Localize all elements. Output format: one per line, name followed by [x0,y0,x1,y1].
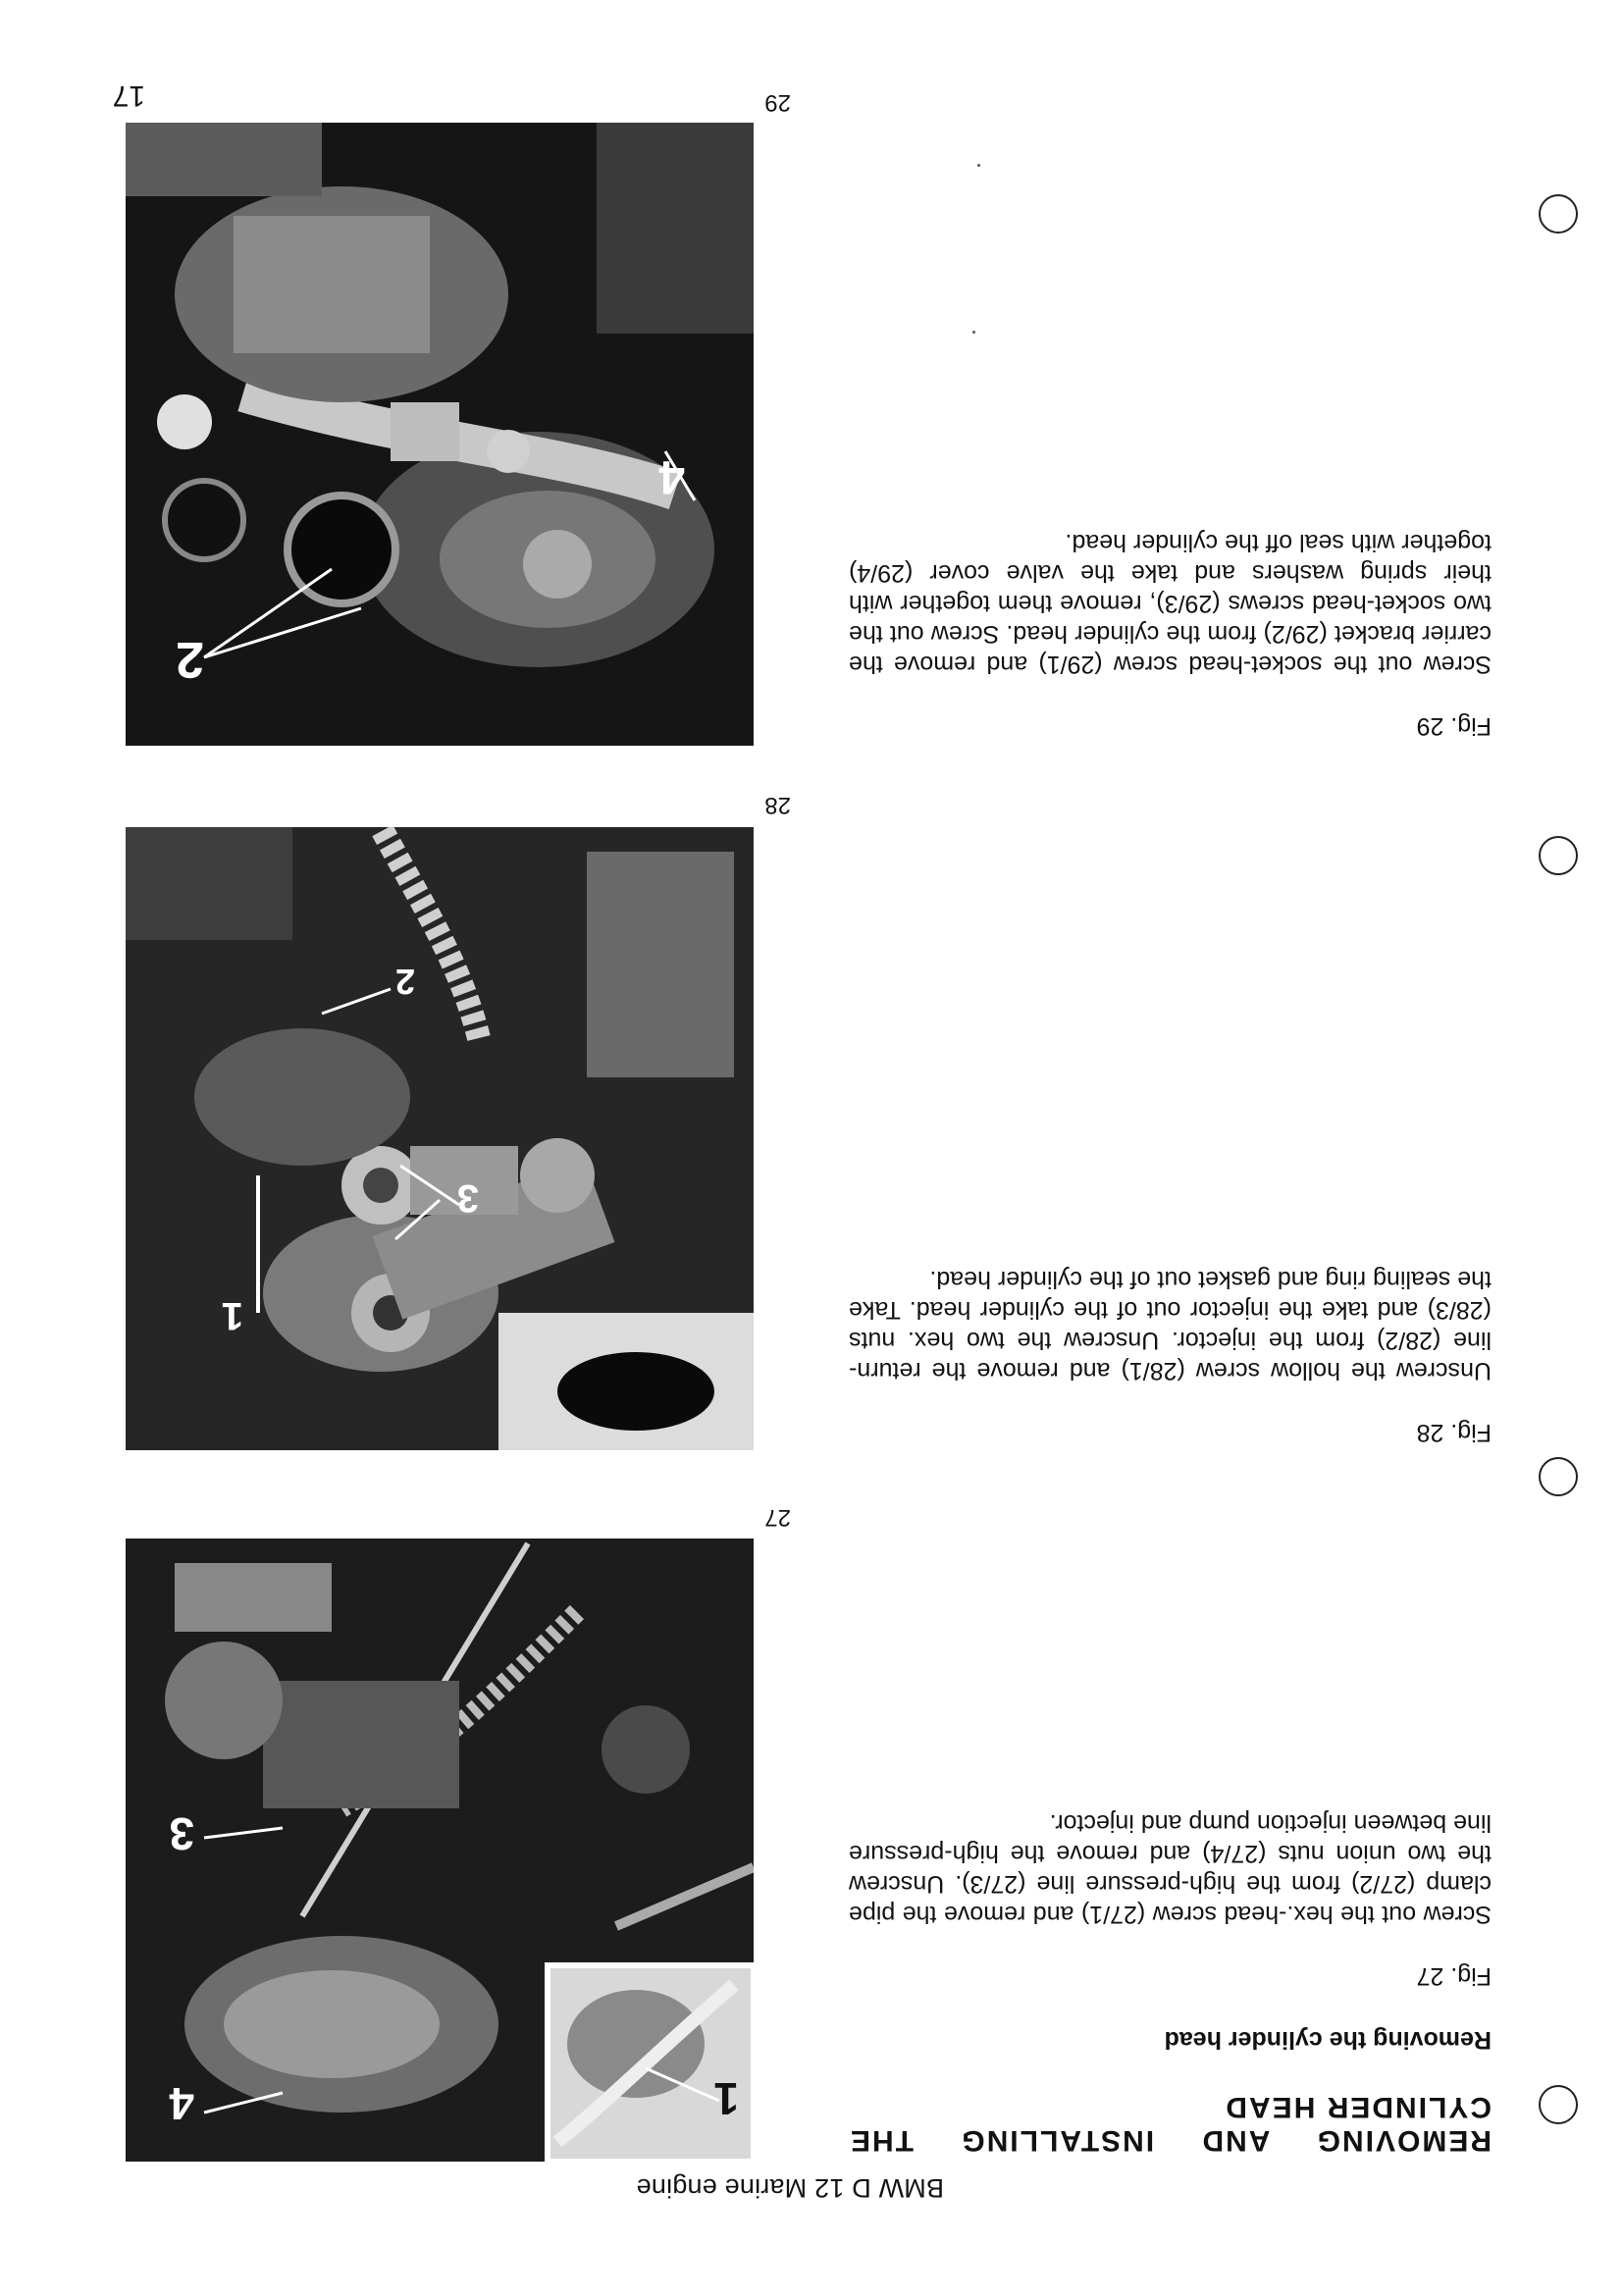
callout-27-1: 1 [713,2073,739,2124]
scan-speck [977,164,980,167]
fig-label-28: Fig. 28 [1416,1419,1492,1446]
figure-number-27: 27 [764,1504,791,1531]
figure-number-29: 29 [764,89,791,116]
photo-fig-27 [126,1539,754,2162]
callout-28-1: 1 [221,1294,243,1337]
photo-fig-28 [126,827,754,1450]
text-block-fig-29 [849,527,1492,741]
engine-photo-29 [126,123,754,746]
page-number: 17 [112,79,145,112]
body-text-27: Screw out the hex.-head screw (27/1) and remove the pipe clamp (27/2) from the high-pressure line (27/3). Unscrew the two union nuts (27/4) and remove the high-pressure line between injection pump and injector. [849,1809,1492,1928]
callout-29-4: 4 [658,450,685,502]
punch-hole [1539,2085,1578,2124]
photo-fig-29 [126,123,754,746]
callout-27-3: 3 [169,1808,194,1859]
engine-photo-27 [126,1539,754,2162]
text-block-fig-27 [849,1807,1492,2157]
punch-hole [1539,836,1578,875]
page-header: BMW D 12 Marine engine [636,2173,944,2203]
fig-label-27: Fig. 27 [1416,1962,1492,1990]
section-heading: REMOVING AND INSTALLING THE CYLINDER HEAD [849,2091,1492,2157]
scan-speck [972,331,975,334]
punch-hole [1539,1457,1578,1496]
sub-heading: Removing the cylinder head [1164,2026,1492,2054]
body-text-28: Unscrew the hollow screw (28/1) and remove the return-line (28/2) from the injector. Unscrew the two hex. nuts (28/3) and take the injector out of the cylinder head. Take the sealing ring and gasket out of the cylinder head. [849,1266,1492,1384]
fig-label-29: Fig. 29 [1416,712,1492,740]
callout-28-3: 3 [456,1176,479,1220]
callout-29-2: 2 [176,631,204,688]
text-block-fig-28 [849,1264,1492,1447]
body-text-29: Screw out the socket-head screw (29/1) and remove the carrier bracket (29/2) from the cylinder head. Screw out the two socket-head screws (29/3), remove them together with their spring washers and take the valve cover (29/4) together with seal off the cylinder head. [849,529,1492,678]
callout-28-2: 2 [394,962,415,1002]
engine-photo-28 [126,827,754,1450]
callout-27-4: 4 [169,2078,194,2129]
figure-number-28: 28 [764,792,791,818]
punch-hole [1539,194,1578,234]
